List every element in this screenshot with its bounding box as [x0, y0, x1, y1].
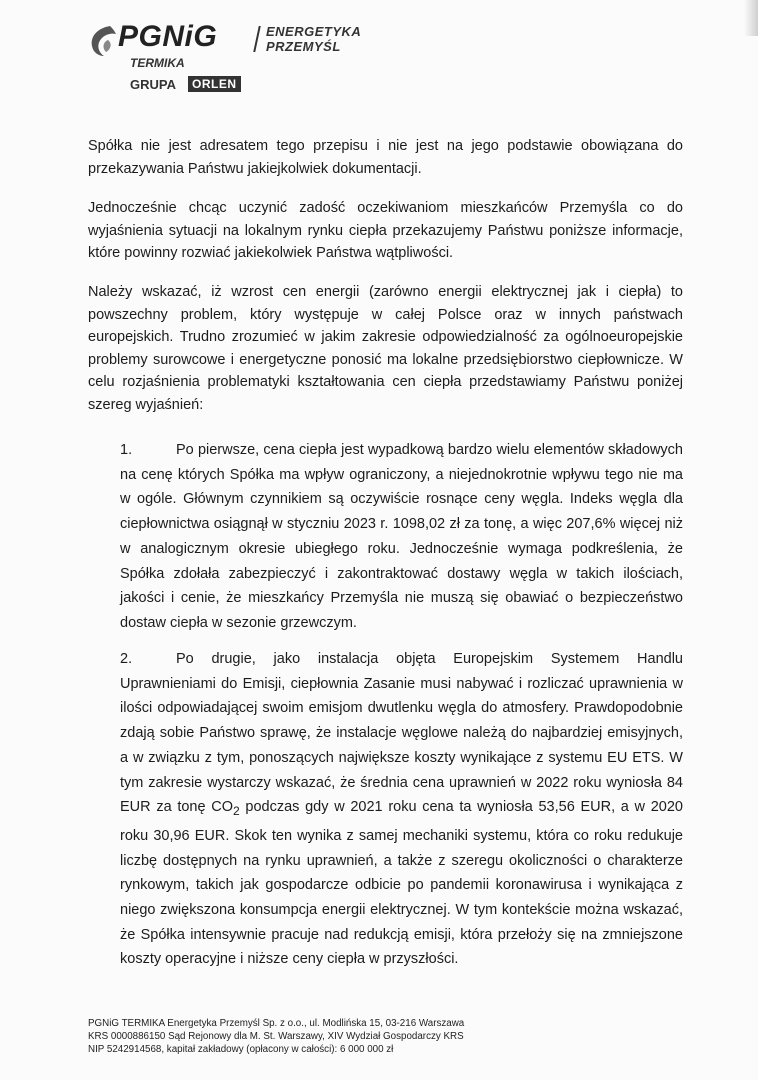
- logo-group: GRUPA: [130, 77, 176, 92]
- footer-line-3: NIP 5242914568, kapitał zakładowy (opłacony w całości): 6 000 000 zł: [88, 1044, 394, 1055]
- footer-line-2: KRS 0000886150 Sąd Rejonowy dla M. St. Warszawy, XIV Wydział Gospodarczy KRS: [88, 1031, 464, 1042]
- logo-subbrand: TERMIKA: [130, 56, 185, 70]
- list-item-text: Po pierwsze, cena ciepła jest wypadkową bardzo wielu elementów składowych na cenę których Spółka ma wpływ ograniczony, a niejednokrotnie wpływu tego nie ma w ogóle. Głównym czynnikiem są oczywiście rosnące ceny węgla. Indeks węgla dla ciepłownictwa osiągnął w styczniu 2023 r. 1098,02 zł za tonę, a więc 207,6% więcej niż w analogicznym okresie ubiegłego roku. Jednocześnie wymaga podkreślenia, że Spółka zdołała zabezpieczyć i zakontraktować dostawy węgla w takich ilościach, jakości i cenie, że mieszkańcy Przemyśla nie muszą się obawiać o bezpieczeństwo dostaw ciepła w sezonie grzewczym.: [120, 442, 683, 631]
- paragraph-3: Należy wskazać, iż wzrost cen energii (zarówno energii elektrycznej jak i ciepła) to powszechny problem, który występuje w całej Polsce oraz w innych państwach europejskich. Trudno zrozumieć w jakim zakresie odpowiedzialność za ogólnoeuropejskie problemy surowcowe i energetyczne ponosić ma lokalne przedsiębiorstwo ciepłownicze. W celu rozjaśnienia problematyki kształtowania cen ciepła przedstawiamy Państwu poniżej szereg wyjaśnień:: [88, 284, 683, 413]
- scan-edge-shadow: [744, 0, 758, 36]
- company-logo: [88, 22, 408, 102]
- company-footer: [88, 1017, 508, 1056]
- logo-separator: [253, 26, 261, 52]
- list-item-2: [120, 647, 683, 972]
- paragraph-1: Spółka nie jest adresatem tego przepisu i nie jest na jego podstawie obowiązana do przekazywania Państwu jakiejkolwiek dokumentacji.: [88, 138, 683, 177]
- footer-line-1: PGNiG TERMIKA Energetyka Przemyśl Sp. z o.o., ul. Modlińska 15, 03-216 Warszawa: [88, 1018, 465, 1029]
- logo-division-line2: PRZEMYŚL: [266, 39, 341, 54]
- list-item-number: 1.: [120, 442, 133, 458]
- co2-subscript: 2: [233, 804, 240, 819]
- list-item-text-b: podczas gdy w 2021 roku cena ta wyniosła 53,56 EUR, a w 2020 roku 30,96 EUR. Skok ten wynika z samej mechaniki systemu, która co roku redukuje liczbę dostępnych na rynku uprawnień, a także z szeregu okoliczności o charakterze rynkowym, takich jak gospodarcze odbicie po pandemii koronawirusa i wynikająca z niego zwiększona konsumpcja energii elektrycznej. W tym kontekście można wskazać, że Spółka intensywnie pracuje nad redukcją emisji, która przełoży się na zmniejszone koszty operacyjne i niższe ceny ciepła w przyszłości.: [120, 799, 683, 968]
- logo-division-line1: ENERGETYKA: [266, 24, 362, 39]
- logo-group-highlight: ORLEN: [188, 76, 241, 92]
- list-item-text-a: Po drugie, jako instalacja objęta Europejskim Systemem Handlu Uprawnieniami do Emisji, ciepłownia Zasanie musi nabywać i rozliczać uprawnienia w ilości odpowiadającej swoim emisjom dwutlenku węgla do atmosfery. Prawdopodobnie zdają sobie Państwo sprawę, że instalacje węglowe należą do najbardziej emisyjnych, a w związku z tym, ponoszących największe koszty wynikające z systemu EU ETS. W tym zakresie wystarczy wskazać, że średnia cena uprawnień w 2022 roku wyniosła 84 EUR za tonę CO: [120, 651, 683, 816]
- paragraph-2: Jednocześnie chcąc uczynić zadość oczekiwaniom mieszkańców Przemyśla co do wyjaśnienia sytuacji na lokalnym rynku ciepła przekazujemy Państwu poniższe informacje, które powinny rozwiać jakiekolwiek Państwa wątpliwości.: [88, 200, 683, 261]
- list-item-1: [120, 438, 683, 636]
- logo-brand: PGNiG: [118, 20, 218, 53]
- flame-icon: [88, 24, 118, 58]
- list-item-number: 2.: [120, 651, 133, 667]
